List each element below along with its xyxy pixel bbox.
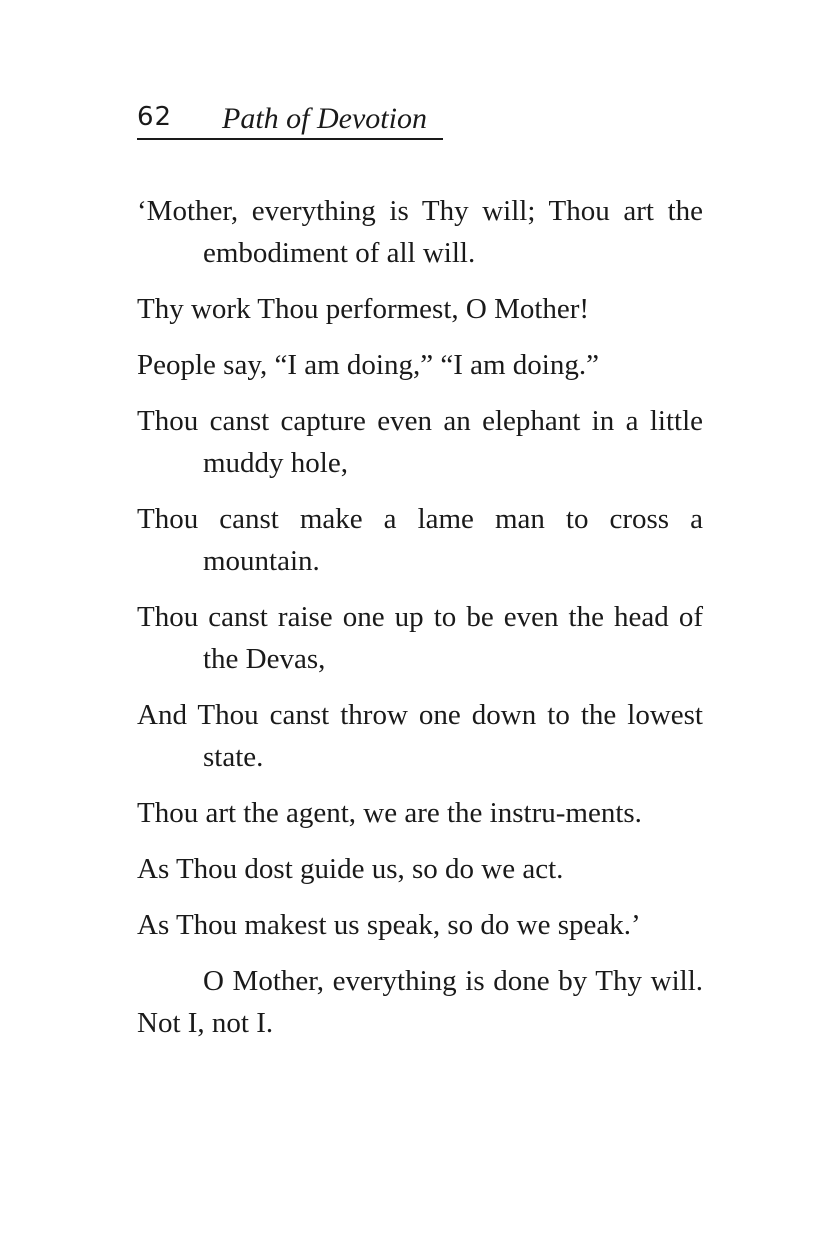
running-head bbox=[137, 100, 443, 140]
verse-line: Thou canst capture even an elephant in a little muddy hole, bbox=[137, 405, 703, 479]
closing-paragraph: O Mother, everything is done by Thy will. Not I, not I. bbox=[137, 965, 703, 1039]
verse-line: As Thou makest us speak, so do we speak.’ bbox=[137, 909, 641, 941]
verse-line: People say, “I am doing,” “I am doing.” bbox=[137, 349, 599, 381]
verse-line: Thou canst make a lame man to cross a mountain. bbox=[137, 503, 703, 577]
book-title: Path of Devotion bbox=[222, 102, 427, 135]
body-text bbox=[137, 190, 703, 1044]
verse-line: Thy work Thou performest, O Mother! bbox=[137, 293, 590, 325]
verse-line: And Thou canst throw one down to the lowest state. bbox=[137, 699, 703, 773]
verse-line: ‘Mother, everything is Thy will; Thou art the embodiment of all will. bbox=[137, 195, 703, 269]
verse-line: Thou art the agent, we are the instru-ments. bbox=[137, 797, 642, 829]
verse-line: Thou canst raise one up to be even the head of the Devas, bbox=[137, 601, 703, 675]
page-number: 62 bbox=[137, 102, 173, 132]
verse-line: As Thou dost guide us, so do we act. bbox=[137, 853, 564, 885]
